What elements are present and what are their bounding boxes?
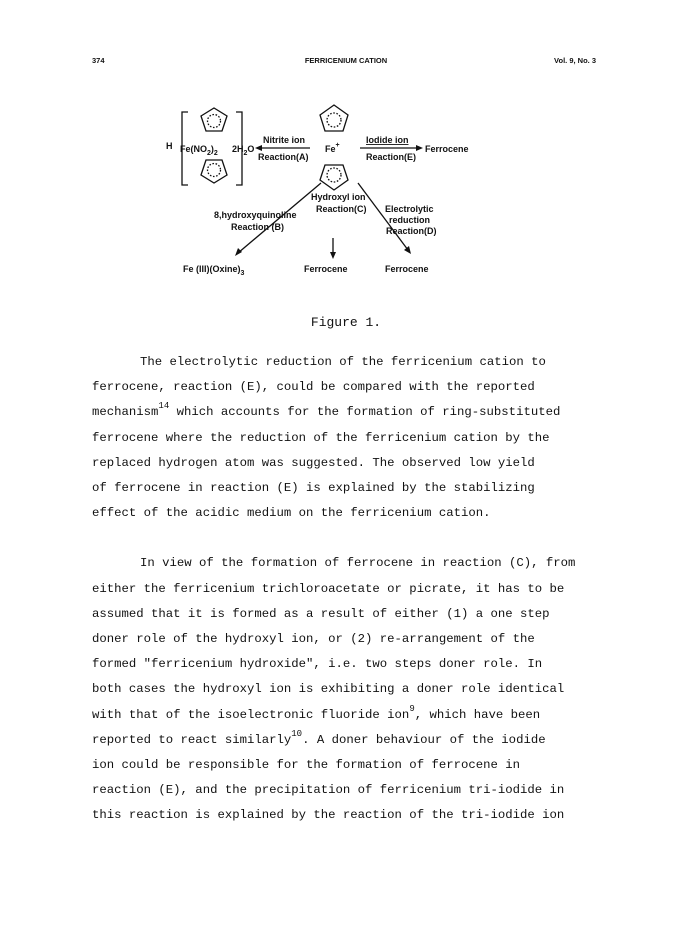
p1-line-3a: mechanism [92,405,159,420]
cp-ring-center-bottom [320,165,348,190]
p2-line-7b: , which have been [414,707,541,722]
p2-line-8b: . A doner behaviour of the iodide [302,732,546,747]
paragraph-1 [92,350,612,526]
p2-line-8a: reported to react similarly [92,732,292,747]
ref-9: 9 [409,703,415,714]
cp-ring-bottom-left-inner [208,164,221,177]
arrowhead-b [235,248,242,256]
ref-10: 10 [291,728,303,739]
p2-line-2: either the ferricenium trichloroacetate or picrate, it has to be [92,581,565,596]
p2-line-6: both cases the hydroxyl ion is exhibiting a doner role identical [92,682,565,697]
arrowhead-c [330,252,336,259]
arrowhead-d [404,246,411,254]
p1-line-7: effect of the acidic medium on the ferricenium cation. [92,506,491,521]
label-ferrocene-d: Ferrocene [385,264,429,274]
label-reaction-d: Reaction(D) [386,226,437,236]
label-fe-oxine: Fe $(III)(Oxine)_3$ [183,264,245,277]
reaction-scheme-diagram [0,0,692,290]
p1-line-1: The electrolytic reduction of the ferricenium cation to [140,355,546,369]
label-electrolytic: Electrolytic [385,204,434,214]
p2-line-11: this reaction is explained by the reaction of the tri-iodide ion [92,808,565,823]
label-h: H [166,141,173,151]
paragraph-2 [92,551,612,828]
label-reaction-a: Reaction(A) [258,152,309,162]
label-hydroxyl-ion: Hydroxyl ion [311,192,366,202]
p1-line-2: ferrocene, reaction (E), could be compared with the reported [92,380,535,395]
p1-line-4: ferrocene where the reduction of the ferricenium cation by the [92,430,550,445]
label-reduction: reduction [389,215,431,225]
label-reaction-e: Reaction(E) [366,152,417,162]
label-fe-nitrosyl: $Fe(NO_2)_2$ [180,144,218,157]
arrowhead-e [416,145,423,151]
p2-line-4: doner role of the hydroxyl ion, or (2) re-arrangement of the [92,632,535,647]
p2-line-9: ion could be responsible for the formation of ferrocene in [92,758,521,773]
label-reaction-c: Reaction(C) [316,204,367,214]
label-hydroxyquinoline: 8,hydroxyquinoline [214,210,297,220]
p1-line-5: replaced hydrogen atom was suggested. The observed low yield [92,455,535,470]
cp-ring-center-top-inner [327,113,341,127]
label-iodide-ion: Iodide ion [366,135,409,145]
p2-line-3: assumed that it is formed as a result of either (1) a one step [92,606,550,621]
ref-14: 14 [158,401,170,412]
label-water: $2H_2O$ [232,144,255,157]
p2-line-7a: with that of the isoelectronic fluoride ion [92,707,410,722]
running-title: FERRICENIUM CATION [304,56,388,65]
p2-line-10: reaction (E), and the precipitation of ferricenium tri-iodide in [92,783,565,798]
p1-line-6: of ferrocene in reaction (E) is explained by the stabilizing [92,481,535,496]
label-reaction-b: Reaction (B) [231,222,285,232]
cp-ring-top-left-inner [208,115,221,128]
cp-ring-center-bottom-inner [327,168,341,182]
p2-line-5: formed "ferricenium hydroxide", i.e. two steps doner role. In [92,657,543,672]
p2-line-1: In view of the formation of ferrocene in reaction (C), from [140,556,576,571]
label-nitrite-ion: Nitrite ion [263,135,305,145]
figure-caption: Figure 1. [310,315,382,330]
body-text [92,350,612,829]
label-ferrocene-e: Ferrocene [425,144,469,154]
label-ferrocene-c: Ferrocene [304,264,348,274]
arrowhead-a [255,145,262,151]
page-number: 374 [92,56,105,65]
p1-line-3b: which accounts for the formation of ring-substituted [169,405,561,420]
volume-issue: Vol. 9, No. 3 [554,56,596,65]
label-ferricenium: Fe+ [325,142,340,154]
reaction-scheme-figure [0,0,692,290]
